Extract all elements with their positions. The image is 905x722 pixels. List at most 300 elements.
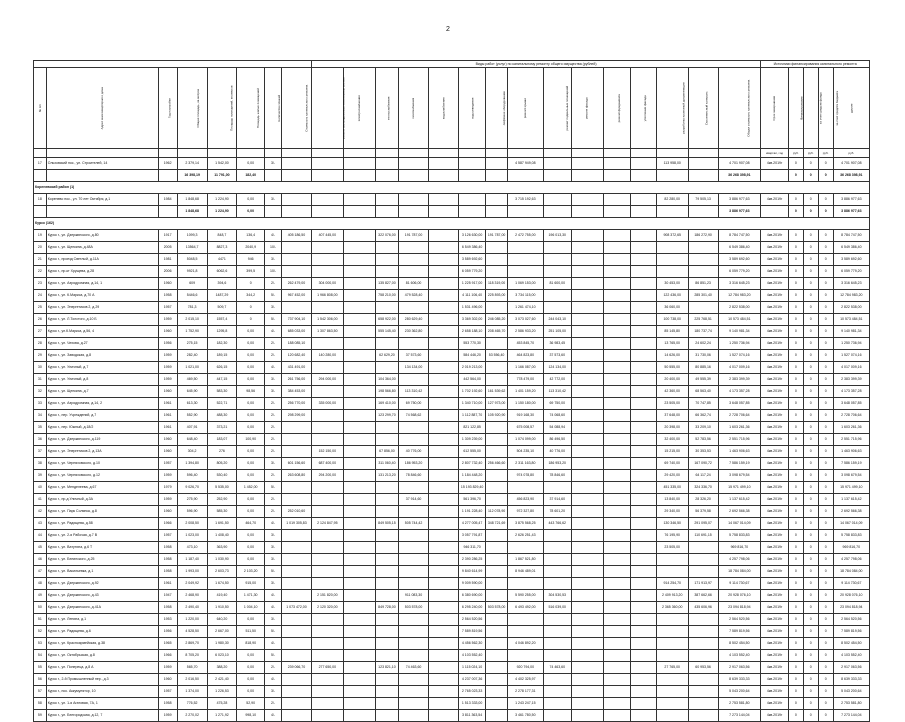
- table-cell: [486, 170, 507, 182]
- table-cell: 120 682,40: [282, 350, 312, 362]
- table-cell: 9 114 730,67: [833, 578, 869, 590]
- table-cell: 23 505,00: [656, 542, 688, 554]
- unit-cell: руб.: [818, 149, 833, 158]
- table-cell: [631, 482, 657, 494]
- address-cell: Курск г., ул. Черняховского, д.10: [46, 458, 158, 470]
- table-cell: [428, 458, 458, 470]
- table-cell: 169 410,00: [375, 398, 398, 410]
- table-cell: 2/-: [265, 662, 282, 674]
- table-cell: [343, 242, 375, 254]
- table-cell: 1 073 472,00: [282, 602, 312, 614]
- table-cell: [282, 698, 312, 710]
- table-cell: [343, 194, 375, 206]
- table-cell: 19: [34, 230, 47, 242]
- table-cell: [428, 350, 458, 362]
- table-cell: 5 043 200,64: [833, 686, 869, 698]
- table-cell: 1 374,00: [177, 686, 207, 698]
- table-cell: 4кв.2019г: [761, 302, 789, 314]
- table-cell: [428, 170, 458, 182]
- table-cell: 1956: [158, 626, 177, 638]
- table-cell: [571, 302, 603, 314]
- table-cell: 37 648,00: [656, 410, 688, 422]
- table-cell: 1 542 306,00: [311, 314, 343, 326]
- table-cell: [543, 674, 571, 686]
- table-cell: 1960: [158, 326, 177, 338]
- table-cell: 4кв.2019г: [761, 374, 789, 386]
- table-row: [34, 290, 870, 302]
- table-cell: 2005: [158, 242, 177, 254]
- table-cell: 2 120 320,00: [311, 602, 343, 614]
- table-cell: 640,20: [207, 614, 237, 626]
- table-cell: [399, 422, 429, 434]
- table-cell: 0: [818, 194, 833, 206]
- table-cell: 488,30: [207, 410, 237, 422]
- table-cell: [375, 158, 398, 170]
- table-cell: 967 452,00: [282, 290, 312, 302]
- header-spacer: [34, 61, 312, 68]
- table-cell: 5 043 200,64: [718, 686, 761, 698]
- table-cell: 0: [788, 254, 803, 266]
- table-cell: 0: [818, 386, 833, 398]
- table-cell: 1 250 736,94: [718, 338, 761, 350]
- table-cell: 4/-: [265, 590, 282, 602]
- table-cell: [656, 266, 688, 278]
- table-cell: 2 151 820,00: [311, 590, 343, 602]
- table-cell: [486, 590, 507, 602]
- table-cell: [158, 170, 177, 182]
- table-cell: 275,90: [177, 494, 207, 506]
- table-cell: 0: [818, 674, 833, 686]
- table-cell: [603, 362, 631, 374]
- column-header-label: водоотведения: [469, 97, 474, 119]
- table-cell: 1 226,53: [207, 686, 237, 698]
- table-row: [34, 650, 870, 662]
- table-cell: [543, 158, 571, 170]
- table-cell: 0: [788, 662, 803, 674]
- table-cell: 920 794,00: [507, 662, 543, 674]
- table-cell: 3/-: [265, 578, 282, 590]
- table-cell: 74 463,60: [543, 662, 571, 674]
- table-cell: 3/-: [265, 686, 282, 698]
- table-cell: [571, 362, 603, 374]
- table-cell: [543, 554, 571, 566]
- table-cell: 0: [818, 350, 833, 362]
- table-cell: 85 145,80: [656, 326, 688, 338]
- column-header: [428, 68, 458, 149]
- table-cell: 4кв.2019г: [761, 362, 789, 374]
- table-cell: [375, 170, 398, 182]
- table-cell: 4 017 009,16: [718, 362, 761, 374]
- table-cell: 298 299,00: [282, 410, 312, 422]
- table-cell: 0: [788, 290, 803, 302]
- table-cell: 419,40: [207, 590, 237, 602]
- table-cell: 14 626,00: [656, 350, 688, 362]
- table-cell: [282, 302, 312, 314]
- table-cell: 20 400,00: [656, 374, 688, 386]
- table-cell: 0: [788, 458, 803, 470]
- table-cell: [486, 698, 507, 710]
- table-cell: [603, 170, 631, 182]
- table-cell: 24 602,24: [688, 338, 718, 350]
- table-cell: 3 461 780,50: [507, 710, 543, 722]
- table-cell: 1 115 024,10: [458, 662, 486, 674]
- table-row: [34, 398, 870, 410]
- table-cell: 100,90: [237, 434, 265, 446]
- table-cell: 0: [803, 686, 818, 698]
- table-cell: [399, 638, 429, 650]
- table-cell: 3 886 977,63: [718, 194, 761, 206]
- table-cell: [603, 374, 631, 386]
- column-header: [343, 68, 375, 149]
- table-cell: [571, 230, 603, 242]
- table-cell: 4 237 007,36: [458, 674, 486, 686]
- table-cell: 1 702 192,60: [458, 386, 486, 398]
- table-cell: [282, 422, 312, 434]
- table-cell: [571, 158, 603, 170]
- table-cell: [399, 578, 429, 590]
- table-cell: 15 193 829,40: [458, 482, 486, 494]
- table-cell: 98,56: [237, 386, 265, 398]
- table-cell: [603, 458, 631, 470]
- table-cell: 0,00: [237, 674, 265, 686]
- table-cell: 0: [818, 710, 833, 722]
- table-cell: [282, 446, 312, 458]
- table-cell: [631, 710, 657, 722]
- table-cell: 36 983,45: [543, 338, 571, 350]
- table-cell: [603, 326, 631, 338]
- table-cell: 0,00: [237, 398, 265, 410]
- table-cell: [486, 650, 507, 662]
- table-cell: 5/-: [265, 290, 282, 302]
- table-cell: [571, 650, 603, 662]
- table-cell: [343, 686, 375, 698]
- table-cell: 1 910,50: [207, 602, 237, 614]
- table-cell: 110 691,15: [688, 530, 718, 542]
- table-cell: 1 867 521,80: [507, 554, 543, 566]
- table-cell: 2/-: [265, 434, 282, 446]
- table-cell: [282, 590, 312, 602]
- table-cell: [343, 434, 375, 446]
- table-cell: 4кв.2019г: [761, 518, 789, 530]
- table-cell: 2 015,10: [177, 314, 207, 326]
- table-cell: [631, 674, 657, 686]
- table-cell: 0: [803, 386, 818, 398]
- table-cell: 37 914,60: [543, 494, 571, 506]
- table-cell: 9 026,70: [177, 482, 207, 494]
- table-cell: 0: [788, 206, 803, 218]
- table-cell: [343, 602, 375, 614]
- table-cell: 8 502 454,50: [833, 638, 869, 650]
- table-cell: [399, 506, 429, 518]
- table-cell: [375, 242, 398, 254]
- table-cell: 68 563,40: [688, 386, 718, 398]
- table-cell: 40 776,00: [399, 446, 429, 458]
- table-cell: [571, 698, 603, 710]
- table-cell: 2 564 520,56: [718, 614, 761, 626]
- table-cell: 3/-: [265, 530, 282, 542]
- table-cell: 2 383 399,39: [718, 374, 761, 386]
- table-row: [34, 494, 870, 506]
- table-cell: [428, 434, 458, 446]
- table-cell: 1 966 808,00: [311, 290, 343, 302]
- address-cell: Курск г., ул. Белинского, д.25: [46, 554, 158, 566]
- address-cell: Курск г., ул. Энергетиков 2, д.29: [46, 302, 158, 314]
- table-cell: 80 885,16: [688, 362, 718, 374]
- column-header-label: утепление фасада: [643, 94, 648, 122]
- address-cell: Курск г., ул. Заводская, д.8: [46, 350, 158, 362]
- table-cell: [282, 158, 312, 170]
- table-cell: 1 527 074,16: [718, 350, 761, 362]
- address-cell: Курск г., пер. Учреждений, д.7: [46, 410, 158, 422]
- table-row: [34, 158, 870, 170]
- table-cell: 0: [818, 614, 833, 626]
- table-cell: [656, 626, 688, 638]
- table-cell: 0: [788, 578, 803, 590]
- table-cell: 0: [788, 434, 803, 446]
- table-cell: [603, 650, 631, 662]
- table-cell: 2 390 286,25: [458, 554, 486, 566]
- column-header-label: газоснабжения: [411, 97, 416, 119]
- address-cell: Курск г., ул. Менделеева, д.67: [46, 482, 158, 494]
- table-cell: [282, 434, 312, 446]
- table-cell: [486, 578, 507, 590]
- unit-cell: [507, 149, 543, 158]
- table-cell: [343, 350, 375, 362]
- table-cell: [603, 314, 631, 326]
- table-row: [34, 422, 870, 434]
- subtotal-row: [34, 206, 870, 218]
- table-cell: 69 750,00: [543, 398, 571, 410]
- table-cell: 263 608,80: [282, 470, 312, 482]
- table-cell: [343, 698, 375, 710]
- table-cell: [311, 194, 343, 206]
- table-cell: 171 913,97: [688, 578, 718, 590]
- table-cell: 21: [34, 254, 47, 266]
- table-cell: [428, 386, 458, 398]
- table-cell: [282, 542, 312, 554]
- table-cell: 4кв.2019г: [761, 578, 789, 590]
- table-cell: [507, 254, 543, 266]
- table-cell: 387 662,66: [688, 590, 718, 602]
- table-cell: 14 067 014,09: [718, 518, 761, 530]
- table-cell: 54 088,94: [543, 422, 571, 434]
- table-cell: [603, 602, 631, 614]
- table-cell: [631, 230, 657, 242]
- table-cell: [428, 410, 458, 422]
- unit-cell: [603, 149, 631, 158]
- table-cell: 3/-: [265, 158, 282, 170]
- table-cell: [631, 194, 657, 206]
- table-cell: 1 848,68: [177, 194, 207, 206]
- table-cell: 0: [803, 506, 818, 518]
- table-cell: 1 021,00: [177, 362, 207, 374]
- column-header: [603, 68, 631, 149]
- table-cell: [311, 566, 343, 578]
- table-cell: [428, 626, 458, 638]
- table-cell: 1 752,90: [177, 326, 207, 338]
- table-cell: 0: [818, 434, 833, 446]
- table-row: [34, 362, 870, 374]
- table-cell: [688, 674, 718, 686]
- table-cell: [343, 566, 375, 578]
- table-cell: 31: [34, 374, 47, 386]
- table-cell: 4кв.2019г: [761, 494, 789, 506]
- table-cell: 59: [34, 710, 47, 722]
- table-cell: 1 471,30: [237, 590, 265, 602]
- address-cell: Курск г., ул. К.Маркса, д.70 А: [46, 290, 158, 302]
- table-cell: [656, 638, 688, 650]
- table-cell: 1958: [158, 698, 177, 710]
- table-cell: [399, 254, 429, 266]
- table-cell: 4кв.2019г: [761, 566, 789, 578]
- table-cell: 40: [34, 482, 47, 494]
- table-cell: [486, 686, 507, 698]
- table-cell: [375, 362, 398, 374]
- address-cell: Курск г., ул. Васильевка, д.1: [46, 566, 158, 578]
- table-cell: 911 083,30: [399, 590, 429, 602]
- table-cell: 0,00: [237, 662, 265, 674]
- address-cell: Ольховский пос., ул. Строителей, 14: [46, 158, 158, 170]
- table-cell: 1959: [158, 494, 177, 506]
- table-cell: [311, 338, 343, 350]
- table-cell: 849 505,15: [375, 518, 398, 530]
- table-cell: 52: [34, 626, 47, 638]
- table-cell: 30 353,53: [688, 446, 718, 458]
- table-cell: 1962: [158, 158, 177, 170]
- table-cell: 0: [818, 170, 833, 182]
- table-cell: [761, 170, 789, 182]
- unit-cell: руб.: [788, 149, 803, 158]
- table-cell: 8827,3: [207, 242, 237, 254]
- table-cell: 0: [788, 386, 803, 398]
- table-cell: 1979: [158, 482, 177, 494]
- table-cell: 5/-: [265, 314, 282, 326]
- table-row: [34, 278, 870, 290]
- table-cell: 49 555,39: [688, 374, 718, 386]
- table-cell: [603, 422, 631, 434]
- table-cell: [631, 158, 657, 170]
- table-cell: [571, 554, 603, 566]
- table-cell: 2 365 360,00: [656, 602, 688, 614]
- address-cell: Курск г., ул. Дзержинского, д.43: [46, 590, 158, 602]
- table-cell: 20 398,00: [656, 422, 688, 434]
- table-cell: [656, 206, 688, 218]
- table-cell: [343, 302, 375, 314]
- column-header: [507, 68, 543, 149]
- table-cell: 0: [818, 326, 833, 338]
- table-cell: [631, 662, 657, 674]
- page-number: 2: [446, 26, 450, 33]
- table-cell: 4кв.2019г: [761, 194, 789, 206]
- table-cell: 123 299,70: [375, 410, 398, 422]
- table-cell: 4кв.2019г: [761, 230, 789, 242]
- table-cell: 180 737,74: [688, 326, 718, 338]
- column-header-label: Площадь жилых помещений: [256, 88, 261, 128]
- table-cell: 442 564,00: [458, 374, 486, 386]
- column-header: [265, 68, 282, 149]
- table-cell: 5446,6: [177, 290, 207, 302]
- table-row: [34, 554, 870, 566]
- table-cell: 443 766,62: [543, 518, 571, 530]
- table-cell: 473,10: [177, 542, 207, 554]
- table-cell: [428, 242, 458, 254]
- table-cell: [603, 158, 631, 170]
- table-cell: 182,40: [237, 170, 265, 182]
- address-cell: Курск г., ул. Чехова, д.27: [46, 338, 158, 350]
- table-cell: 504 235,10: [507, 446, 543, 458]
- table-row: [34, 590, 870, 602]
- table-cell: 5 590 255,00: [507, 590, 543, 602]
- table-cell: 29 420,00: [656, 470, 688, 482]
- table-cell: [571, 410, 603, 422]
- table-cell: 8 946 489,01: [507, 566, 543, 578]
- table-cell: 112 078,90: [486, 506, 507, 518]
- table-cell: 451 335,00: [656, 482, 688, 494]
- table-cell: [603, 290, 631, 302]
- table-cell: [507, 542, 543, 554]
- column-header: [311, 68, 346, 149]
- table-cell: 32 400,00: [656, 434, 688, 446]
- table-cell: [543, 578, 571, 590]
- column-header: [282, 68, 312, 149]
- table-cell: [543, 566, 571, 578]
- table-cell: 122 436,00: [656, 290, 688, 302]
- table-cell: 0: [803, 230, 818, 242]
- table-cell: [399, 482, 429, 494]
- table-cell: 4/-: [265, 326, 282, 338]
- table-cell: 134 134,00: [399, 362, 429, 374]
- table-cell: 0: [788, 650, 803, 662]
- table-cell: [343, 506, 375, 518]
- table-cell: 4кв.2019г: [761, 410, 789, 422]
- table-cell: 3/-: [265, 554, 282, 566]
- table-cell: 4 257 798,06: [833, 554, 869, 566]
- table-cell: [399, 374, 429, 386]
- unit-cell: [631, 149, 657, 158]
- table-cell: 1 340 710,00: [458, 398, 486, 410]
- table-cell: [428, 698, 458, 710]
- table-cell: 2 564 520,56: [458, 614, 486, 626]
- table-cell: [265, 170, 282, 182]
- table-cell: [631, 170, 657, 182]
- table-cell: 0: [818, 698, 833, 710]
- table-cell: 51: [34, 614, 47, 626]
- table-cell: [571, 290, 603, 302]
- column-header-label: Общая площадь, кв.метров: [195, 88, 200, 128]
- table-cell: 0: [803, 494, 818, 506]
- table-cell: 2 379,14: [177, 158, 207, 170]
- column-header-label: Год постройки: [167, 98, 172, 118]
- table-cell: 1 452,00: [237, 482, 265, 494]
- table-cell: [375, 482, 398, 494]
- table-cell: 405 186,50: [282, 230, 312, 242]
- unit-cell: [428, 149, 458, 158]
- table-cell: 5/-: [265, 650, 282, 662]
- table-cell: 113 310,42: [543, 386, 571, 398]
- address-cell: Курск г., ул. Аэродромная, д.14, 2: [46, 398, 158, 410]
- table-cell: 28 326,20: [688, 494, 718, 506]
- table-cell: 8 705,20: [177, 650, 207, 662]
- table-cell: 6 549 386,40: [718, 242, 761, 254]
- table-cell: 67 856,00: [375, 446, 398, 458]
- table-cell: 8 502 454,50: [718, 638, 761, 650]
- table-cell: [603, 350, 631, 362]
- table-cell: 1953: [158, 614, 177, 626]
- table-cell: 4кв.2019г: [761, 530, 789, 542]
- table-cell: 69 750,00: [399, 398, 429, 410]
- table-cell: [399, 194, 429, 206]
- table-cell: [571, 590, 603, 602]
